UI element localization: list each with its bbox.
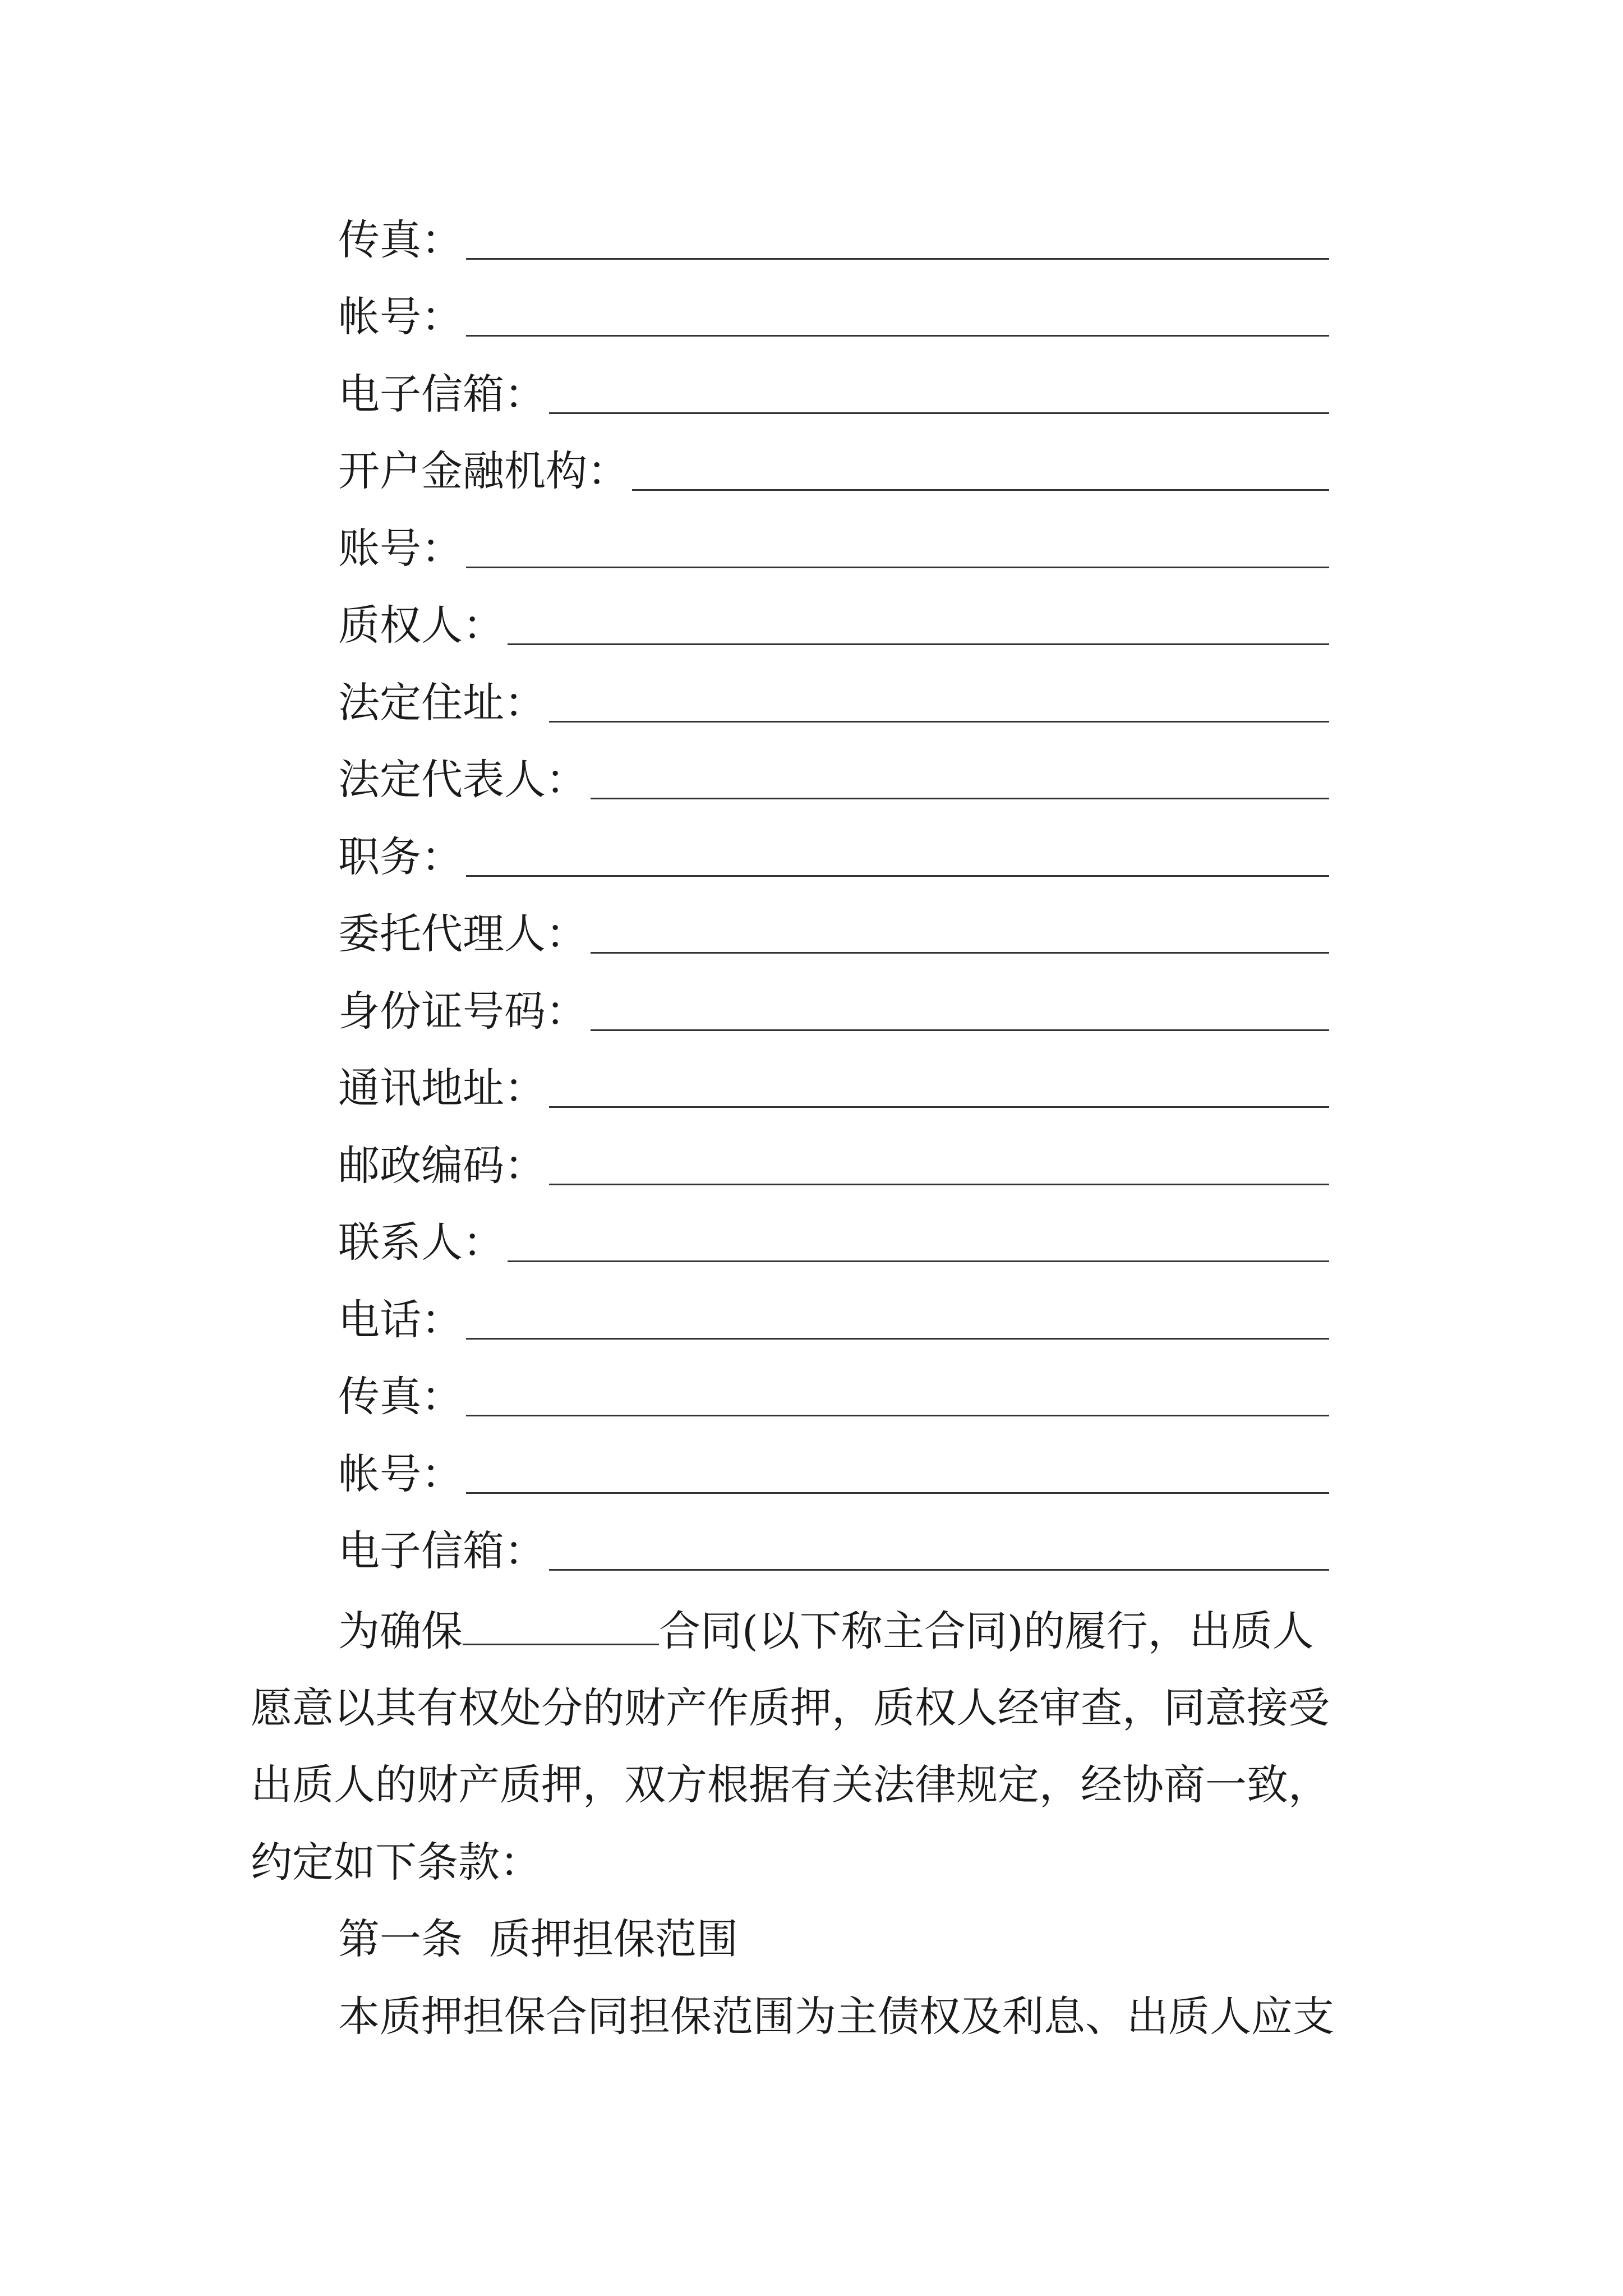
field-email (338, 359, 1329, 421)
field-phone (338, 1285, 1329, 1346)
field-label: 身份证号码： (338, 987, 587, 1036)
field-label: 帐号： (338, 1450, 463, 1498)
preamble-text: 合同(以下称主合同)的履行，出质人 (659, 1607, 1314, 1655)
field-fax-2 (338, 1361, 1329, 1423)
fill-in-blank-line[interactable] (508, 643, 1329, 645)
field-label: 帐号： (338, 293, 463, 341)
field-label: 质权人： (338, 601, 504, 650)
article-1-text: 本质押担保合同担保范围为主债权及利息、出质人应支 (338, 1993, 1334, 2041)
fill-in-blank-line[interactable] (549, 1184, 1329, 1185)
field-label: 职务： (338, 833, 463, 881)
fill-in-blank-line[interactable] (466, 1415, 1329, 1416)
field-postal-code (338, 1130, 1329, 1192)
fill-in-blank-line[interactable] (632, 489, 1329, 491)
preamble-line-3: 出质人的财产质押，双方根据有关法律规定，经协商一致， (251, 1761, 1330, 1809)
field-label: 通讯地址： (338, 1064, 546, 1112)
field-label: 邮政编码： (338, 1142, 546, 1190)
fill-in-blank-line[interactable] (466, 335, 1329, 337)
fill-in-blank-line[interactable] (549, 1569, 1329, 1571)
field-bank (338, 436, 1329, 498)
fill-in-blank-line[interactable] (591, 952, 1329, 954)
field-label: 联系人： (338, 1218, 504, 1267)
field-label: 传真： (338, 216, 463, 264)
field-label: 法定代表人： (338, 756, 587, 804)
preamble-line-2: 愿意以其有权处分的财产作质押，质权人经审查，同意接受 (251, 1684, 1330, 1732)
field-email-2 (338, 1516, 1329, 1577)
field-pledgee (338, 590, 1329, 652)
fill-in-blank-line[interactable] (466, 875, 1329, 877)
article-1-title: 第一条 质押担保范围 (338, 1915, 739, 1963)
field-label: 传真： (338, 1373, 463, 1421)
field-label: 账号： (338, 524, 463, 573)
contract-name-blank[interactable] (463, 1610, 659, 1645)
fill-in-blank-line[interactable] (508, 1260, 1329, 1262)
preamble-line-1 (338, 1607, 1389, 1655)
fill-in-blank-line[interactable] (466, 1338, 1329, 1340)
field-contact (338, 1207, 1329, 1269)
field-label: 法定住址： (338, 679, 546, 727)
field-label: 电子信箱： (338, 1527, 546, 1575)
field-legal-representative (338, 744, 1329, 806)
fill-in-blank-line[interactable] (466, 567, 1329, 568)
field-label: 开户金融机构： (338, 447, 629, 495)
field-label: 电子信箱： (338, 370, 546, 418)
fill-in-blank-line[interactable] (549, 1106, 1329, 1108)
fill-in-blank-line[interactable] (549, 721, 1329, 723)
field-id-number (338, 976, 1329, 1038)
preamble-text: 为确保 (338, 1607, 463, 1655)
field-fax (338, 205, 1329, 266)
fill-in-blank-line[interactable] (549, 412, 1329, 414)
field-mailing-address (338, 1053, 1329, 1115)
preamble-line-4: 约定如下条款： (251, 1838, 541, 1887)
field-position (338, 822, 1329, 884)
field-label: 委托代理人： (338, 910, 587, 958)
fill-in-blank-line[interactable] (466, 258, 1329, 260)
field-agent (338, 899, 1329, 960)
fill-in-blank-line[interactable] (591, 1029, 1329, 1031)
field-bank-account (338, 513, 1329, 575)
fill-in-blank-line[interactable] (591, 798, 1329, 799)
field-legal-address (338, 668, 1329, 729)
field-account-2 (338, 1439, 1329, 1501)
fill-in-blank-line[interactable] (466, 1492, 1329, 1494)
field-account (338, 282, 1329, 343)
field-label: 电话： (338, 1296, 463, 1344)
